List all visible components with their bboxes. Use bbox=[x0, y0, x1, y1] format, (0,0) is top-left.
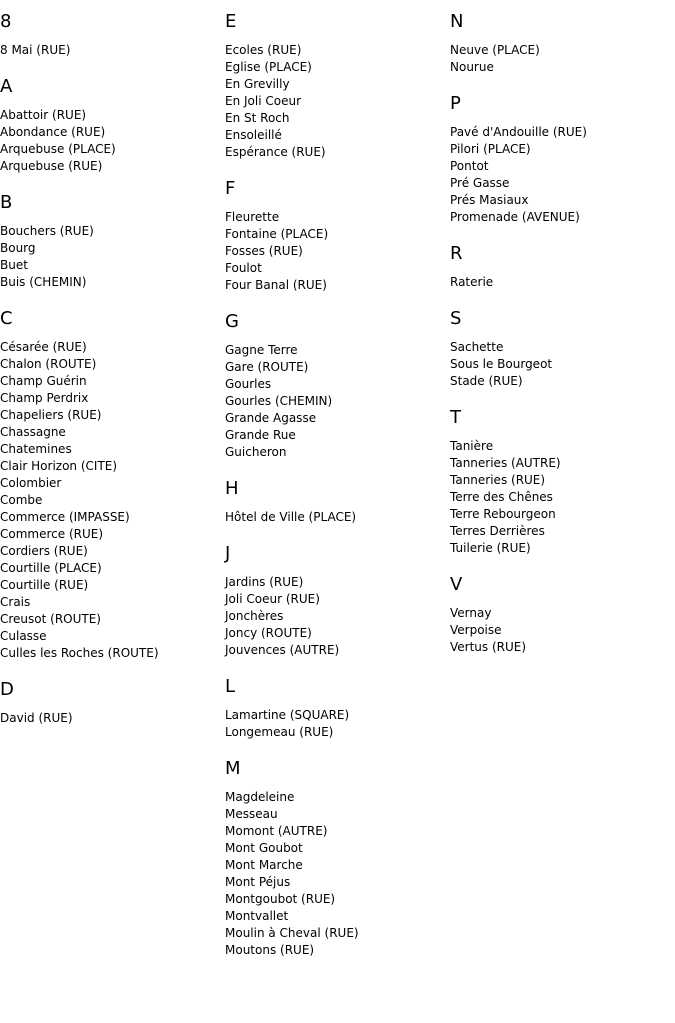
street-list bbox=[225, 789, 447, 959]
street-name[interactable]: Commerce (RUE) bbox=[0, 527, 104, 541]
street-name[interactable]: David (RUE) bbox=[0, 711, 73, 725]
street-name[interactable]: Joli Coeur (RUE) bbox=[225, 592, 320, 606]
street-name[interactable]: Vernay bbox=[450, 606, 492, 620]
street-name[interactable]: Jardins (RUE) bbox=[225, 575, 304, 589]
street-link[interactable] bbox=[225, 509, 447, 526]
street-name[interactable]: Gourles bbox=[225, 377, 272, 391]
street-list bbox=[0, 710, 222, 727]
street-list bbox=[450, 42, 672, 76]
street-link[interactable] bbox=[0, 257, 222, 274]
street-link[interactable] bbox=[0, 223, 222, 240]
street-name[interactable]: Lamartine (SQUARE) bbox=[225, 708, 350, 722]
street-link[interactable] bbox=[0, 339, 222, 356]
letter-section-j bbox=[225, 543, 447, 659]
letter-section-r bbox=[450, 243, 672, 291]
street-name[interactable]: Vertus (RUE) bbox=[450, 640, 527, 654]
street-link[interactable] bbox=[0, 390, 222, 407]
street-name[interactable]: Longemeau (RUE) bbox=[225, 725, 334, 739]
street-name[interactable]: Césarée (RUE) bbox=[0, 340, 87, 354]
street-name[interactable]: Commerce (IMPASSE) bbox=[0, 510, 130, 524]
letter-section-t bbox=[450, 407, 672, 557]
section-letter-heading: 8 bbox=[0, 11, 12, 32]
street-link[interactable] bbox=[450, 540, 672, 557]
street-name[interactable]: Gourles (CHEMIN) bbox=[225, 394, 333, 408]
section-letter-heading: A bbox=[0, 76, 13, 97]
street-name[interactable]: Raterie bbox=[450, 275, 494, 289]
letter-section-e bbox=[225, 11, 447, 161]
letter-section-g bbox=[225, 311, 447, 461]
street-name[interactable]: Colombier bbox=[0, 476, 62, 490]
street-link[interactable] bbox=[225, 42, 447, 59]
street-link[interactable] bbox=[225, 707, 447, 724]
street-name[interactable]: Ecoles (RUE) bbox=[225, 43, 302, 57]
street-link[interactable] bbox=[225, 59, 447, 76]
street-link[interactable] bbox=[0, 526, 222, 543]
street-name[interactable]: Tanière bbox=[450, 439, 494, 453]
street-name[interactable]: Clair Horizon (CITE) bbox=[0, 459, 118, 473]
street-link[interactable] bbox=[450, 605, 672, 622]
street-link[interactable] bbox=[0, 560, 222, 577]
street-link[interactable] bbox=[0, 42, 222, 59]
street-link[interactable] bbox=[0, 628, 222, 645]
street-link[interactable] bbox=[0, 509, 222, 526]
street-link[interactable] bbox=[225, 144, 447, 161]
street-link[interactable] bbox=[225, 76, 447, 93]
street-link[interactable] bbox=[225, 393, 447, 410]
index-column-1 bbox=[0, 11, 222, 744]
letter-section-f bbox=[225, 178, 447, 294]
street-link[interactable] bbox=[225, 574, 447, 591]
street-link[interactable] bbox=[0, 710, 222, 727]
section-letter-heading: D bbox=[0, 679, 14, 700]
street-name[interactable]: Creusot (ROUTE) bbox=[0, 612, 101, 626]
street-link[interactable] bbox=[450, 489, 672, 506]
street-name[interactable]: Culles les Roches (ROUTE) bbox=[0, 646, 159, 660]
street-link[interactable] bbox=[225, 942, 447, 959]
section-letter-heading: S bbox=[450, 308, 462, 329]
street-name[interactable]: Pontot bbox=[450, 159, 489, 173]
street-list bbox=[0, 107, 222, 175]
letter-section-8 bbox=[0, 11, 222, 59]
street-name[interactable]: Momont (AUTRE) bbox=[225, 824, 328, 838]
street-link[interactable] bbox=[225, 608, 447, 625]
street-link[interactable] bbox=[225, 93, 447, 110]
section-letter-heading: F bbox=[225, 178, 236, 199]
street-list bbox=[225, 342, 447, 461]
letter-section-s bbox=[450, 308, 672, 390]
section-letter-heading: E bbox=[225, 11, 237, 32]
street-link[interactable] bbox=[0, 543, 222, 560]
street-name[interactable]: Arquebuse (PLACE) bbox=[0, 142, 116, 156]
street-name[interactable]: Joncy (ROUTE) bbox=[225, 626, 312, 640]
street-link[interactable] bbox=[450, 158, 672, 175]
street-link[interactable] bbox=[225, 724, 447, 741]
street-link[interactable] bbox=[225, 591, 447, 608]
street-link[interactable] bbox=[0, 158, 222, 175]
street-name[interactable]: Chapeliers (RUE) bbox=[0, 408, 102, 422]
street-name[interactable]: Tuilerie (RUE) bbox=[450, 541, 531, 555]
street-link[interactable] bbox=[450, 472, 672, 489]
street-link[interactable] bbox=[0, 475, 222, 492]
index-column-3 bbox=[450, 11, 672, 673]
street-link[interactable] bbox=[450, 175, 672, 192]
street-name[interactable]: En Joli Coeur bbox=[225, 94, 302, 108]
street-link[interactable] bbox=[450, 141, 672, 158]
letter-section-v bbox=[450, 574, 672, 656]
street-name[interactable]: Gagne Terre bbox=[225, 343, 298, 357]
street-list bbox=[225, 509, 447, 526]
street-link[interactable] bbox=[225, 127, 447, 144]
street-link[interactable] bbox=[225, 874, 447, 891]
street-link[interactable] bbox=[225, 110, 447, 127]
street-list bbox=[450, 438, 672, 557]
street-link[interactable] bbox=[450, 506, 672, 523]
street-link[interactable] bbox=[0, 124, 222, 141]
street-link[interactable] bbox=[225, 359, 447, 376]
street-name[interactable]: Prés Masiaux bbox=[450, 193, 529, 207]
street-list bbox=[225, 707, 447, 741]
street-link[interactable] bbox=[225, 891, 447, 908]
street-name[interactable]: Pavé d'Andouille (RUE) bbox=[450, 125, 587, 139]
street-name[interactable]: Chatemines bbox=[0, 442, 72, 456]
street-link[interactable] bbox=[0, 611, 222, 628]
street-name[interactable]: Eglise (PLACE) bbox=[225, 60, 312, 74]
street-name[interactable]: Nourue bbox=[450, 60, 494, 74]
street-link[interactable] bbox=[225, 908, 447, 925]
street-name[interactable]: Four Banal (RUE) bbox=[225, 278, 327, 292]
street-link[interactable] bbox=[0, 441, 222, 458]
street-link[interactable] bbox=[225, 410, 447, 427]
letter-section-p bbox=[450, 93, 672, 226]
street-name[interactable]: Terre Rebourgeon bbox=[450, 507, 556, 521]
street-list bbox=[450, 274, 672, 291]
street-name[interactable]: Promenade (AVENUE) bbox=[450, 210, 580, 224]
street-name[interactable]: Fontaine (PLACE) bbox=[225, 227, 329, 241]
street-link[interactable] bbox=[0, 356, 222, 373]
street-name[interactable]: Foulot bbox=[225, 261, 262, 275]
street-link[interactable] bbox=[450, 192, 672, 209]
street-link[interactable] bbox=[0, 424, 222, 441]
street-name[interactable]: Courtille (PLACE) bbox=[0, 561, 102, 575]
street-link[interactable] bbox=[225, 226, 447, 243]
street-list bbox=[450, 124, 672, 226]
letter-section-n bbox=[450, 11, 672, 76]
street-link[interactable] bbox=[450, 42, 672, 59]
street-link[interactable] bbox=[450, 124, 672, 141]
street-name[interactable]: Abondance (RUE) bbox=[0, 125, 106, 139]
street-name[interactable]: En St Roch bbox=[225, 111, 290, 125]
street-name[interactable]: Magdeleine bbox=[225, 790, 295, 804]
street-link[interactable] bbox=[225, 806, 447, 823]
street-name[interactable]: Guicheron bbox=[225, 445, 287, 459]
street-name[interactable]: Crais bbox=[0, 595, 31, 609]
street-link[interactable] bbox=[450, 622, 672, 639]
letter-section-l bbox=[225, 676, 447, 741]
street-link[interactable] bbox=[450, 639, 672, 656]
street-link[interactable] bbox=[0, 107, 222, 124]
section-letter-heading: P bbox=[450, 93, 461, 114]
street-list bbox=[225, 42, 447, 161]
street-link[interactable] bbox=[225, 642, 447, 659]
street-name[interactable]: Buet bbox=[0, 258, 28, 272]
street-link[interactable] bbox=[225, 427, 447, 444]
street-link[interactable] bbox=[450, 373, 672, 390]
street-name[interactable]: Neuve (PLACE) bbox=[450, 43, 540, 57]
street-name[interactable]: Montvallet bbox=[225, 909, 289, 923]
street-link[interactable] bbox=[0, 594, 222, 611]
street-link[interactable] bbox=[0, 274, 222, 291]
street-link[interactable] bbox=[225, 376, 447, 393]
street-link[interactable] bbox=[225, 925, 447, 942]
street-link[interactable] bbox=[450, 356, 672, 373]
street-link[interactable] bbox=[225, 444, 447, 461]
street-name[interactable]: Arquebuse (RUE) bbox=[0, 159, 103, 173]
section-letter-heading: L bbox=[225, 676, 236, 697]
street-name[interactable]: Culasse bbox=[0, 629, 47, 643]
street-name[interactable]: Bouchers (RUE) bbox=[0, 224, 94, 238]
street-name[interactable]: Bourg bbox=[0, 241, 36, 255]
letter-section-d bbox=[0, 679, 222, 727]
street-name[interactable]: Sachette bbox=[450, 340, 504, 354]
street-link[interactable] bbox=[225, 625, 447, 642]
section-letter-heading: B bbox=[0, 192, 13, 213]
street-name[interactable]: Mont Péjus bbox=[225, 875, 291, 889]
section-letter-heading: N bbox=[450, 11, 464, 32]
street-link[interactable] bbox=[225, 342, 447, 359]
street-list bbox=[450, 339, 672, 390]
section-letter-heading: M bbox=[225, 758, 241, 779]
street-name[interactable]: Chassagne bbox=[0, 425, 66, 439]
street-name[interactable]: Tanneries (AUTRE) bbox=[450, 456, 561, 470]
street-link[interactable] bbox=[225, 243, 447, 260]
street-name[interactable]: Mont Goubot bbox=[225, 841, 303, 855]
street-name[interactable]: Buis (CHEMIN) bbox=[0, 275, 87, 289]
street-name[interactable]: Terres Derrières bbox=[450, 524, 545, 538]
letter-section-b bbox=[0, 192, 222, 291]
street-name[interactable]: Ensoleillé bbox=[225, 128, 282, 142]
street-name[interactable]: Messeau bbox=[225, 807, 278, 821]
street-link[interactable] bbox=[0, 141, 222, 158]
street-name[interactable]: Champ Guérin bbox=[0, 374, 87, 388]
section-letter-heading: C bbox=[0, 308, 13, 329]
section-letter-heading: T bbox=[450, 407, 461, 428]
street-name[interactable]: Moutons (RUE) bbox=[225, 943, 315, 957]
street-name[interactable]: Mont Marche bbox=[225, 858, 303, 872]
street-name[interactable]: Fosses (RUE) bbox=[225, 244, 303, 258]
street-name[interactable]: Jouvences (AUTRE) bbox=[225, 643, 340, 657]
street-link[interactable] bbox=[450, 438, 672, 455]
street-link[interactable] bbox=[0, 373, 222, 390]
street-link[interactable] bbox=[225, 823, 447, 840]
street-name[interactable]: Tanneries (RUE) bbox=[450, 473, 546, 487]
street-name[interactable]: Sous le Bourgeot bbox=[450, 357, 553, 371]
street-link[interactable] bbox=[0, 492, 222, 509]
letter-section-a bbox=[0, 76, 222, 175]
street-link[interactable] bbox=[225, 789, 447, 806]
street-name[interactable]: Chalon (ROUTE) bbox=[0, 357, 97, 371]
street-link[interactable] bbox=[225, 209, 447, 226]
letter-section-c bbox=[0, 308, 222, 662]
street-name[interactable]: Montgoubot (RUE) bbox=[225, 892, 336, 906]
street-link[interactable] bbox=[450, 59, 672, 76]
street-link[interactable] bbox=[0, 407, 222, 424]
street-name[interactable]: Verpoise bbox=[450, 623, 502, 637]
street-list bbox=[450, 605, 672, 656]
street-list bbox=[225, 574, 447, 659]
street-link[interactable] bbox=[450, 455, 672, 472]
street-link[interactable] bbox=[450, 274, 672, 291]
street-link[interactable] bbox=[450, 339, 672, 356]
letter-section-h bbox=[225, 478, 447, 526]
street-name[interactable]: Hôtel de Ville (PLACE) bbox=[225, 510, 357, 524]
street-name[interactable]: Courtille (RUE) bbox=[0, 578, 89, 592]
section-letter-heading: V bbox=[450, 574, 463, 595]
street-name[interactable]: Terre des Chênes bbox=[450, 490, 553, 504]
letter-section-m bbox=[225, 758, 447, 959]
street-name[interactable]: Moulin à Cheval (RUE) bbox=[225, 926, 359, 940]
street-list bbox=[0, 42, 222, 59]
street-list bbox=[0, 223, 222, 291]
street-name[interactable]: Champ Perdrix bbox=[0, 391, 89, 405]
street-name[interactable]: Cordiers (RUE) bbox=[0, 544, 88, 558]
street-name[interactable]: Pilori (PLACE) bbox=[450, 142, 531, 156]
street-list bbox=[0, 339, 222, 662]
street-name[interactable]: Gare (ROUTE) bbox=[225, 360, 309, 374]
street-list bbox=[225, 209, 447, 294]
street-link[interactable] bbox=[450, 209, 672, 226]
street-link[interactable] bbox=[225, 857, 447, 874]
street-name[interactable]: En Grevilly bbox=[225, 77, 290, 91]
index-column-2 bbox=[225, 11, 447, 976]
street-link[interactable] bbox=[0, 458, 222, 475]
section-letter-heading: J bbox=[225, 543, 231, 564]
street-link[interactable] bbox=[225, 260, 447, 277]
street-name[interactable]: Grande Rue bbox=[225, 428, 296, 442]
street-name[interactable]: Combe bbox=[0, 493, 43, 507]
street-link[interactable] bbox=[225, 840, 447, 857]
street-link[interactable] bbox=[225, 277, 447, 294]
street-name[interactable]: Espérance (RUE) bbox=[225, 145, 326, 159]
street-name[interactable]: Stade (RUE) bbox=[450, 374, 523, 388]
street-link[interactable] bbox=[450, 523, 672, 540]
street-link[interactable] bbox=[0, 577, 222, 594]
street-link[interactable] bbox=[0, 240, 222, 257]
section-letter-heading: H bbox=[225, 478, 239, 499]
section-letter-heading: R bbox=[450, 243, 463, 264]
section-letter-heading: G bbox=[225, 311, 239, 332]
street-name[interactable]: Pré Gasse bbox=[450, 176, 510, 190]
street-name[interactable]: Fleurette bbox=[225, 210, 280, 224]
street-name[interactable]: Jonchères bbox=[225, 609, 284, 623]
street-link[interactable] bbox=[0, 645, 222, 662]
street-name[interactable]: 8 Mai (RUE) bbox=[0, 43, 71, 57]
street-name[interactable]: Abattoir (RUE) bbox=[0, 108, 87, 122]
street-name[interactable]: Grande Agasse bbox=[225, 411, 317, 425]
